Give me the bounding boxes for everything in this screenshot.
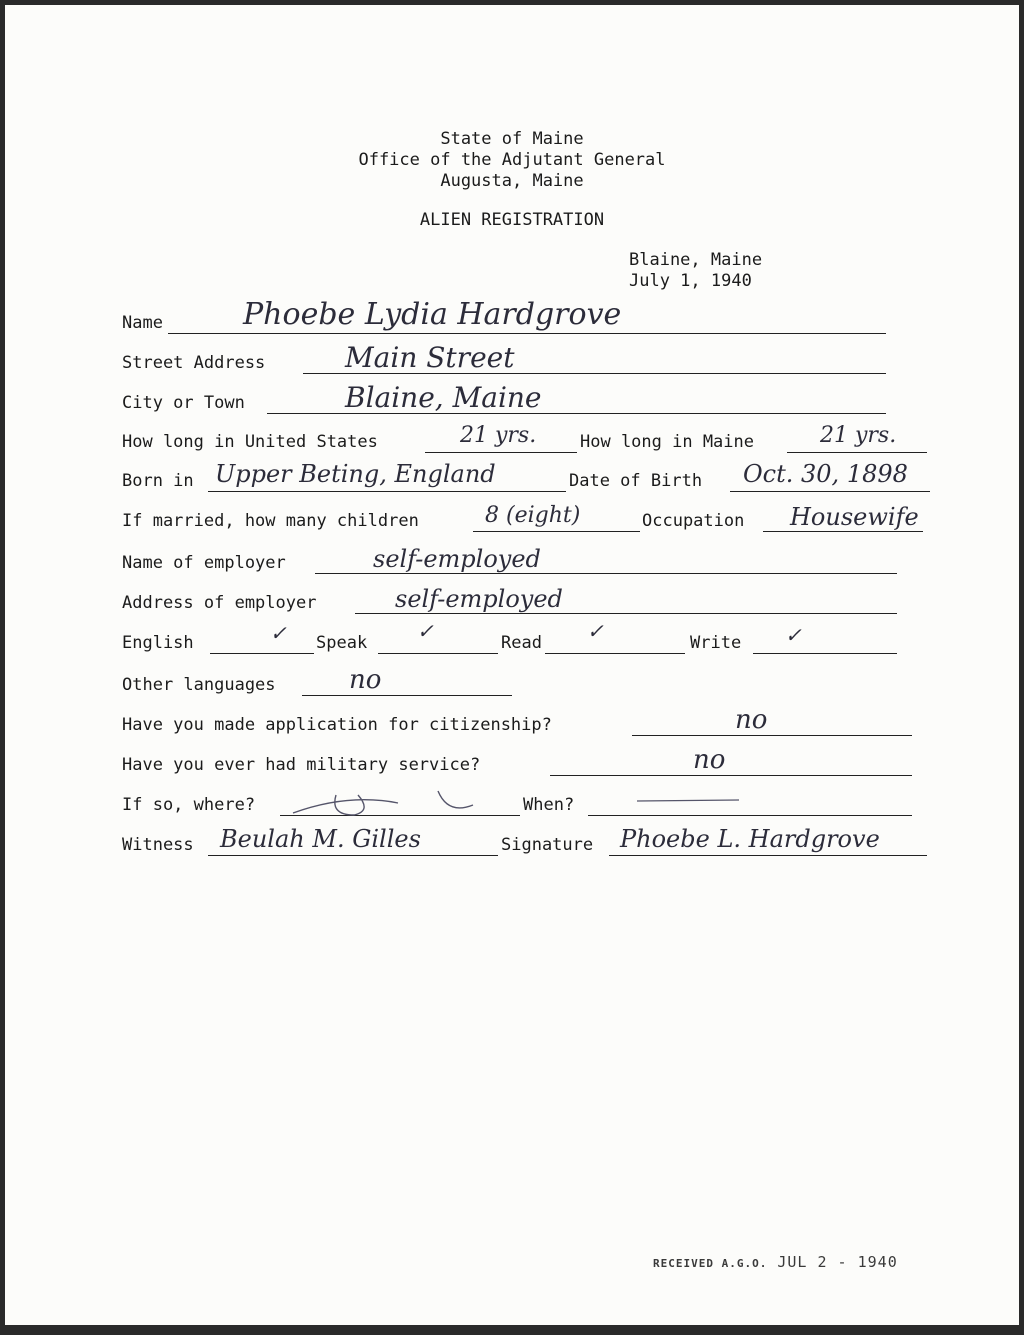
form-title: ALIEN REGISTRATION — [419, 210, 605, 230]
header-place: Blaine, Maine — [629, 250, 763, 270]
name-line — [168, 333, 886, 334]
header-state: State of Maine — [440, 129, 584, 149]
witness-value: Beulah M. Gilles — [220, 825, 421, 853]
occupation-value: Housewife — [790, 503, 919, 531]
street-label: Street Address — [122, 353, 266, 373]
read-label: Read — [501, 633, 542, 653]
us-duration-line — [425, 452, 577, 453]
speak-line — [378, 653, 498, 654]
other-languages-line — [302, 695, 512, 696]
witness-line — [208, 855, 498, 856]
when-dash-mark — [635, 795, 745, 807]
military-label: Have you ever had military service? — [122, 755, 481, 775]
when-line — [588, 815, 912, 816]
us-duration-label: How long in United States — [122, 432, 378, 452]
employer-name-value: self-employed — [373, 545, 541, 573]
maine-duration-label: How long in Maine — [580, 432, 754, 452]
born-in-line — [208, 491, 566, 492]
maine-duration-value: 21 yrs. — [820, 423, 897, 448]
read-line — [545, 653, 685, 654]
us-duration-value: 21 yrs. — [460, 423, 537, 448]
header-date: July 1, 1940 — [629, 271, 752, 291]
read-check: ✓ — [587, 619, 604, 643]
english-line — [210, 653, 314, 654]
employer-address-label: Address of employer — [122, 593, 317, 613]
military-line — [550, 775, 912, 776]
where-scribble-mark — [288, 785, 518, 821]
write-line — [753, 653, 897, 654]
city-label: City or Town — [122, 393, 245, 413]
english-check: ✓ — [270, 621, 287, 645]
military-value: no — [693, 745, 726, 775]
write-check: ✓ — [785, 623, 802, 647]
dob-line — [730, 491, 930, 492]
stamp-prefix: RECEIVED A.G.O. — [653, 1257, 768, 1270]
speak-check: ✓ — [417, 619, 434, 643]
children-value: 8 (eight) — [485, 503, 581, 528]
signature-label: Signature — [501, 835, 594, 855]
where-label: If so, where? — [122, 795, 256, 815]
occupation-line — [763, 531, 923, 532]
employer-address-value: self-employed — [395, 585, 563, 613]
citizenship-label: Have you made application for citizenship? — [122, 715, 552, 735]
born-in-label: Born in — [122, 471, 194, 491]
speak-label: Speak — [316, 633, 368, 653]
citizenship-line — [632, 735, 912, 736]
other-languages-label: Other languages — [122, 675, 276, 695]
name-value: Phoebe Lydia Hardgrove — [243, 297, 622, 332]
write-label: Write — [690, 633, 742, 653]
employer-name-label: Name of employer — [122, 553, 286, 573]
children-label: If married, how many children — [122, 511, 419, 531]
dob-value: Oct. 30, 1898 — [743, 460, 908, 488]
citizenship-value: no — [735, 705, 768, 735]
header-office: Office of the Adjutant General — [358, 150, 666, 170]
occupation-label: Occupation — [642, 511, 745, 531]
name-label: Name — [122, 313, 163, 333]
employer-address-line — [355, 613, 897, 614]
registration-form-page — [5, 5, 1019, 1325]
street-value: Main Street — [345, 341, 515, 374]
dob-label: Date of Birth — [569, 471, 703, 491]
children-line — [473, 531, 640, 532]
header-city: Augusta, Maine — [440, 171, 584, 191]
signature-line — [609, 855, 927, 856]
city-value: Blaine, Maine — [345, 381, 542, 414]
witness-label: Witness — [122, 835, 194, 855]
when-label: When? — [523, 795, 575, 815]
born-in-value: Upper Beting, England — [215, 460, 496, 488]
received-stamp — [653, 1253, 898, 1271]
employer-name-line — [315, 573, 897, 574]
stamp-date: JUL 2 - 1940 — [777, 1253, 898, 1271]
english-label: English — [122, 633, 194, 653]
other-languages-value: no — [349, 665, 382, 695]
signature-value: Phoebe L. Hardgrove — [620, 825, 880, 853]
maine-duration-line — [787, 452, 927, 453]
